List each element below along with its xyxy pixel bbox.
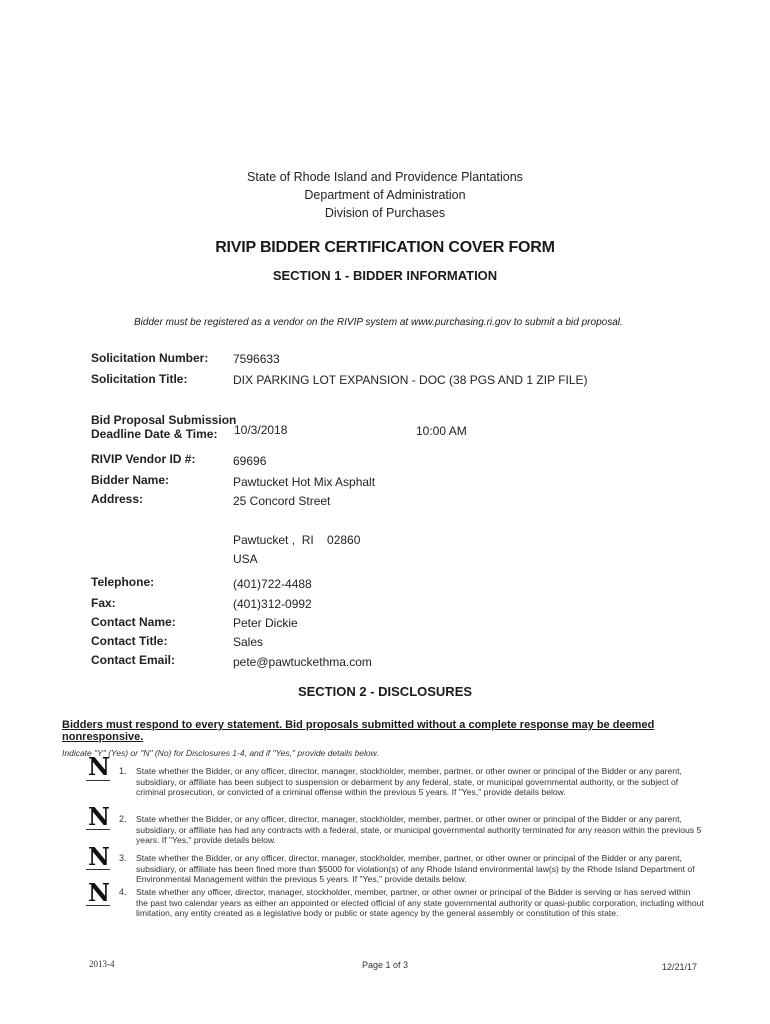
vendor-id-label: RIVIP Vendor ID #: [91,452,196,466]
contact-name-label: Contact Name: [91,615,176,629]
disclosure-2-answer: N [88,802,110,831]
disclosure-2-answer-line [86,829,110,830]
disclosure-3-answer: N [88,842,110,871]
disclosure-4-number: 4. [119,887,127,897]
address-country-value: USA [233,552,258,566]
division-name: Division of Purchases [324,206,446,220]
disclosure-3-number: 3. [119,853,127,863]
disclosure-1-answer: N [88,752,110,781]
fax-value: (401)312-0992 [233,597,312,611]
solicitation-number-value: 7596633 [233,352,280,366]
contact-name-value: Peter Dickie [233,616,298,630]
department-name: Department of Administration [304,188,466,202]
contact-title-value: Sales [233,635,264,649]
fax-label: Fax: [91,596,116,610]
deadline-label-line1: Bid Proposal Submission [91,413,237,427]
warning-line2: nonresponsive. [62,731,144,743]
disclosure-4-answer: N [88,878,110,907]
contact-title-label: Contact Title: [91,634,168,648]
solicitation-title-label: Solicitation Title: [91,372,188,386]
disclosure-2-number: 2. [119,814,127,824]
state-name: State of Rhode Island and Providence Plantations [247,170,523,184]
telephone-label: Telephone: [91,575,155,589]
contact-email-value: pete@pawtuckethma.com [233,655,372,669]
footer-form-code: 2013-4 [89,959,115,969]
section1-title: SECTION 1 - BIDDER INFORMATION [272,268,498,283]
disclosure-1-text: State whether the Bidder, or any officer, director, manager, stockholder, member, partner, or other owner or principal of the Bidder or any parent, subsidiary, or affiliate has been subject to suspension or debarment by any federal, state, or municipal governmental authority, or the subject of criminal prosecution, or convicted of a criminal offense within the previous 5 years. If "Yes," provide details below. [136,766,682,797]
disclosure-3-text: State whether the Bidder, or any officer, director, manager, stockholder, member, partner, or other owner or principal of the Bidder or any parent, subsidiary, or affiliate has been fined more than $5000 for violation(s) of any Rhode Island environmental law(s) by the Rhode Island Department of Environmental Management within the previous 5 years. If "Yes," provide details below. [136,853,695,884]
indicate-instructions: Indicate "Y" (Yes) or "N" (No) for Disclosures 1-4, and if "Yes," provide details below. [62,748,379,758]
contact-email-label: Contact Email: [91,653,176,667]
bidder-name-label: Bidder Name: [91,473,170,487]
deadline-label-line2: Deadline Date & Time: [91,427,218,441]
warning-line1: Bidders must respond to every statement. Bid proposals submitted without a complete response may be deemed [62,719,655,731]
solicitation-title-value: DIX PARKING LOT EXPANSION - DOC (38 PGS AND 1 ZIP FILE) [233,373,588,387]
disclosure-1-answer-line [86,780,110,781]
disclosure-4-text: State whether any officer, director, manager, stockholder, member, partner, or other owner or principal of the Bidder is serving or has served within the past two calendar years as either an appointed or elected official of any state governmental authority or quasi-public corporation, including without limitation, any entity created as a legislative body or public or state agency by the general assembly or constitution of this state. [136,887,704,918]
section2-title: SECTION 2 - DISCLOSURES [297,684,473,699]
bidder-name-value: Pawtucket Hot Mix Asphalt [233,475,376,489]
address-label: Address: [91,492,144,506]
footer-date: 12/21/17 [662,962,698,972]
disclosure-3-answer-line [86,869,110,870]
telephone-value: (401)722-4488 [233,577,312,591]
disclosure-1-number: 1. [119,766,127,776]
form-title: RIVIP BIDDER CERTIFICATION COVER FORM [215,239,555,256]
registration-note: Bidder must be registered as a vendor on the RIVIP system at www.purchasing.ri.gov to submit a bid proposal. [134,317,623,328]
solicitation-number-label: Solicitation Number: [91,351,209,365]
address-city-value: Pawtucket , RI 02860 [233,533,361,547]
address-line1-value: 25 Concord Street [233,494,331,508]
vendor-id-value: 69696 [233,454,267,468]
footer-page-number: Page 1 of 3 [361,960,409,970]
disclosure-2-text: State whether the Bidder, or any officer, director, manager, stockholder, member, partner, or other owner or principal of the Bidder or any parent, subsidiary, or affiliate has had any contracts with a federal, state, or municipal governmental authority terminated for any reason within the previous 5 years. If "Yes," provide details below. [136,814,702,845]
deadline-time-value: 10:00 AM [416,424,467,438]
deadline-date-value: 10/3/2018 [234,423,288,437]
disclosure-4-answer-line [86,905,110,906]
